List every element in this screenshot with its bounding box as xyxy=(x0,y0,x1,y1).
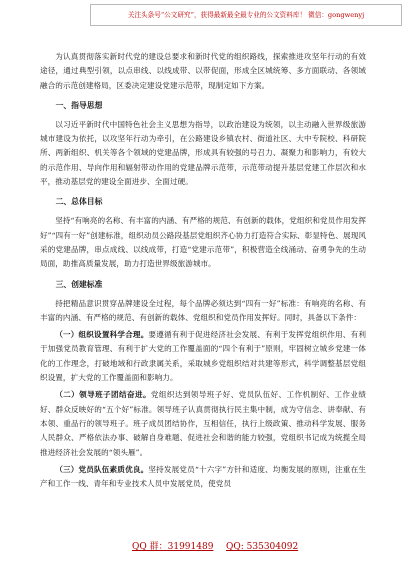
document-body xyxy=(40,50,366,491)
criteria-item-3-text: 坚持发展党员“十六字”方针和适度、均衡发展的原则，注重在生产和工作一线、青年和专业技术人员中发展党员，使党员 xyxy=(40,464,366,489)
footer xyxy=(0,537,408,557)
section-heading-guiding-ideology: 一、指导思想 xyxy=(55,100,103,110)
header-banner: 关注头条号“公文研究”，获得最新最全最专业的公文资料库！ 微信：gongwenyj xyxy=(90,4,402,26)
criteria-item-1-text: 要遵循有利于促进经济社会发展、有利于发挥党组织作用、有利于加强党员教育管理、有利于扩大党的工作覆盖面的“四个有利于”原则，牢固树立城乡党建一体化的工作理念，打破地域和行政隶属关系，采取城乡党组织结对共建等形式，科学调整基层党组织设置，扩大党的工作覆盖面和影响力。 xyxy=(40,330,366,383)
footer-qq-number: QQ: 535304092 xyxy=(226,542,299,552)
footer-qq-group: QQ 群：31991489 xyxy=(132,542,214,552)
criteria-item-2-lead: （二）领导班子团结奋进。 xyxy=(55,390,151,400)
section-heading-overall-goal: 二、总体目标 xyxy=(55,197,103,207)
criteria-item-2-text: 党组织达到领导班子好、党员队伍好、工作机制好、工作业绩好、群众反映好的“五个好”标准。领导班子认真贯彻执行民主集中制，成为守信念、讲奉献、有本领、重品行的领导班子。班子成员团结协作，互相信任，执行上级政策、推动科学发展、服务人民群众、严格依法办事、破解自身难题、促进社会和谐的能力较强，党组织书记成为统揽全局推进经济社会发展的“领头雁”。 xyxy=(40,390,366,457)
criteria-paragraph: 持把精品意识贯穿品牌建设全过程，每个品牌必须达到“四有一好”标准：有响亮的名称、有丰富的内涵、有严格的规范、有创新的载体、党组织和党员作用发挥好。同时，具备以下条件： xyxy=(40,298,366,322)
section-heading-criteria: 三、创建标准 xyxy=(55,279,103,289)
guiding-ideology-paragraph: 以习近平新时代中国特色社会主义思想为指导，以政治建设为统领，以主动融入世界级旅游城市建设为依托，以攻坚年行动为牵引，在公路建设乡镇农村、街道社区、大中专院校、科研院所、两新组织、机关等各个领域的党建品牌，形成具有较强的号召力、凝聚力和影响力，有较大的示范作用、导向作用和辐射带动作用的党建品牌示范带，示范带动提升基层党建工作层次和水平，推动基层党的建设全面进步、全面过硬。 xyxy=(40,119,366,187)
criteria-item-3 xyxy=(40,463,366,492)
criteria-item-3-lead: （三）党员队伍素质优良。 xyxy=(55,464,149,474)
criteria-item-1-lead: （一）组织设置科学合理。 xyxy=(55,330,149,340)
intro-paragraph: 为认真贯彻落实新时代党的建设总要求和新时代党的组织路线，探索推进攻坚年行动的有效途径，通过典型引领，以点串线、以线成带、以带促面，形成全区城统筹、多方面联动、各领域融合的示范创建格局，区委决定建设党建示范带，现制定如下方案。 xyxy=(40,52,366,90)
overall-goal-paragraph: 坚持“有响亮的名称、有丰富的内涵、有严格的规范、有创新的载体，党组织和党员作用发挥好”“四有一好”创建标准，组织动员公路段基层党组织齐心协力打造符合实际、彰显特色、展现风采的党建品牌，串点成线、以线成带，打造“党建示范带”，积极营造全线涌动、奋勇争先的生动局面，助推高质量发展，助力打造世界级旅游城市。 xyxy=(40,216,366,269)
criteria-item-1 xyxy=(40,328,366,385)
criteria-item-2 xyxy=(40,388,366,459)
